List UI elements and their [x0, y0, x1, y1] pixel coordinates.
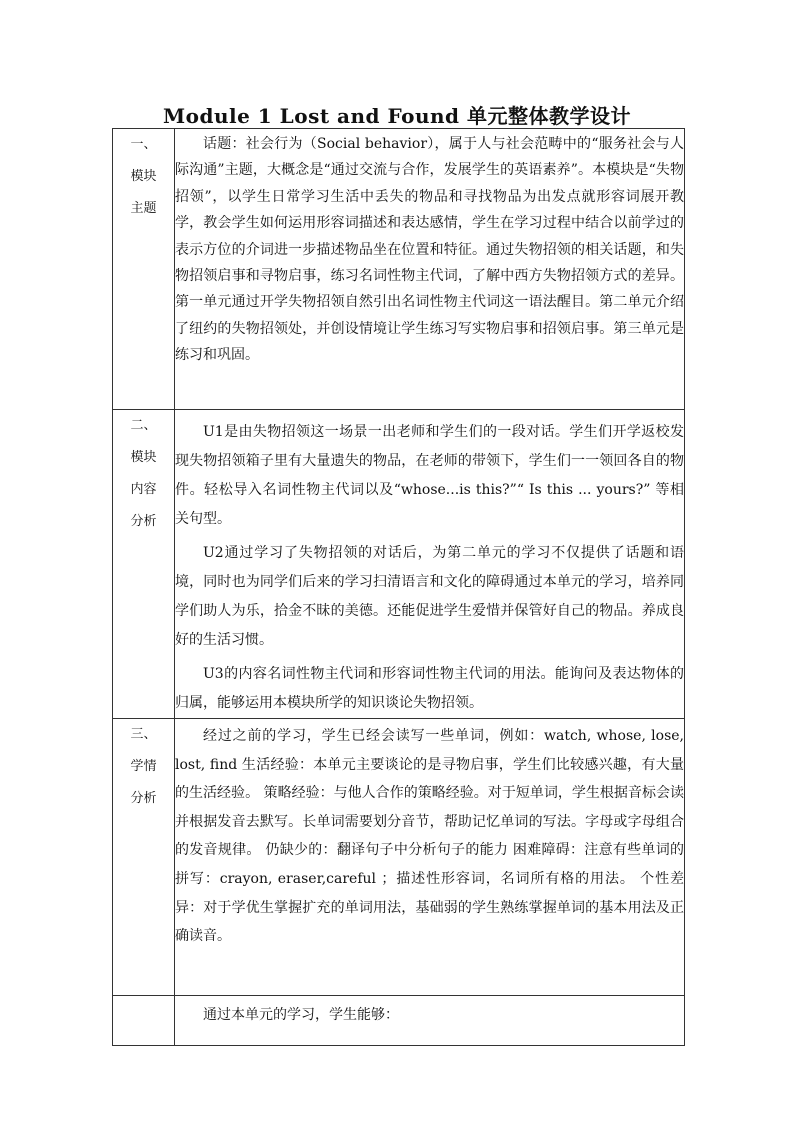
- table-row-learner-analysis: [113, 719, 685, 996]
- row-content-cell: [175, 129, 685, 410]
- row-label-line: 模块: [130, 450, 157, 465]
- teaching-design-table: [112, 128, 685, 1046]
- content-paragraph: 经过之前的学习，学生已经会读写一些单词，例如：watch, whose, lose, lost, find 生活经验：本单元主要谈论的是寻物启事，学生们比较感兴趣，有大量的生活经验。 策略经验：与他人合作的策略经验。对于短单词，学生根据音标会读并根据发音去默写。长单词需要划分音节，帮助记忆单词的写法。字母或字母组合的发音规律。 仍缺少的：翻译句子中分析句子的能力 困难障碍：注意有些单词的拼写：crayon, eraser,careful ；描述性形容词，名词所有格的用法。 个性差异：对于学优生掌握扩充的单词用法，基础弱的学生熟练掌握单词的基本用法及正确读音。: [175, 728, 684, 945]
- table-row-objectives: [113, 996, 685, 1046]
- row-label-line: 三、: [130, 727, 157, 742]
- row-label-cell: [113, 410, 175, 719]
- row-label-line: 学情: [130, 759, 157, 774]
- row-label-line: 二、: [130, 418, 157, 433]
- row-label-line: 主题: [130, 201, 157, 216]
- content-paragraph: U2通过学习了失物招领的对话后，为第二单元的学习不仅提供了话题和语境，同时也为同学们后来的学习扫清语言和文化的障碍通过本单元的学习，培养同学们助人为乐，拾金不昧的美德。还能促进学生爱惜并保管好自己的物品。养成良好的生活习惯。: [175, 545, 684, 648]
- table-row-module-theme: [113, 129, 685, 410]
- table-row-content-analysis: [113, 410, 685, 719]
- row-label-cell: [113, 996, 175, 1046]
- row-label-line: 内容: [130, 482, 157, 497]
- row-content-cell: [175, 996, 685, 1046]
- row-label-cell: [113, 129, 175, 410]
- row-content-cell: [175, 410, 685, 719]
- row-label-line: 分析: [130, 791, 157, 806]
- page-title: Module 1 Lost and Found 单元整体教学设计: [163, 104, 631, 128]
- row-label-line: 模块: [130, 169, 157, 184]
- content-paragraph: 话题：社会行为（Social behavior），属于人与社会范畴中的“服务社会与人际沟通”主题，大概念是“通过交流与合作，发展学生的英语素养”。本模块是“失物招领”，以学生日常学习生活中丢失的物品和寻找物品为出发点就形容词展开教学，教会学生如何运用形容词描述和表达感情，学生在学习过程中结合以前学过的表示方位的介词进一步描述物品坐在位置和特征。通过失物招领的相关话题，和失物招领启事和寻物启事，练习名词性物主代词，了解中西方失物招领方式的差异。第一单元通过开学失物招领自然引出名词性物主代词这一语法醒目。第二单元介绍了纽约的失物招领处，并创设情境让学生练习写实物启事和招领启事。第三单元是练习和巩固。: [175, 136, 684, 364]
- row-content-cell: [175, 719, 685, 996]
- content-paragraph: 通过本单元的学习，学生能够：: [203, 1007, 399, 1023]
- content-paragraph: U3的内容名词性物主代词和形容词性物主代词的用法。能询问及表达物体的归属，能够运用本模块所学的知识谈论失物招领。: [175, 666, 684, 711]
- content-paragraph: U1是由失物招领这一场景一出老师和学生们的一段对话。学生们开学返校发现失物招领箱子里有大量遗失的物品，在老师的带领下，学生们一一领回各自的物件。轻松导入名词性物主代词以及“whose...is this?”“ Is this ... yours?” 等相关句型。: [175, 424, 684, 527]
- row-label-line: 一、: [130, 137, 157, 152]
- row-label-line: 分析: [130, 514, 157, 529]
- row-label-cell: [113, 719, 175, 996]
